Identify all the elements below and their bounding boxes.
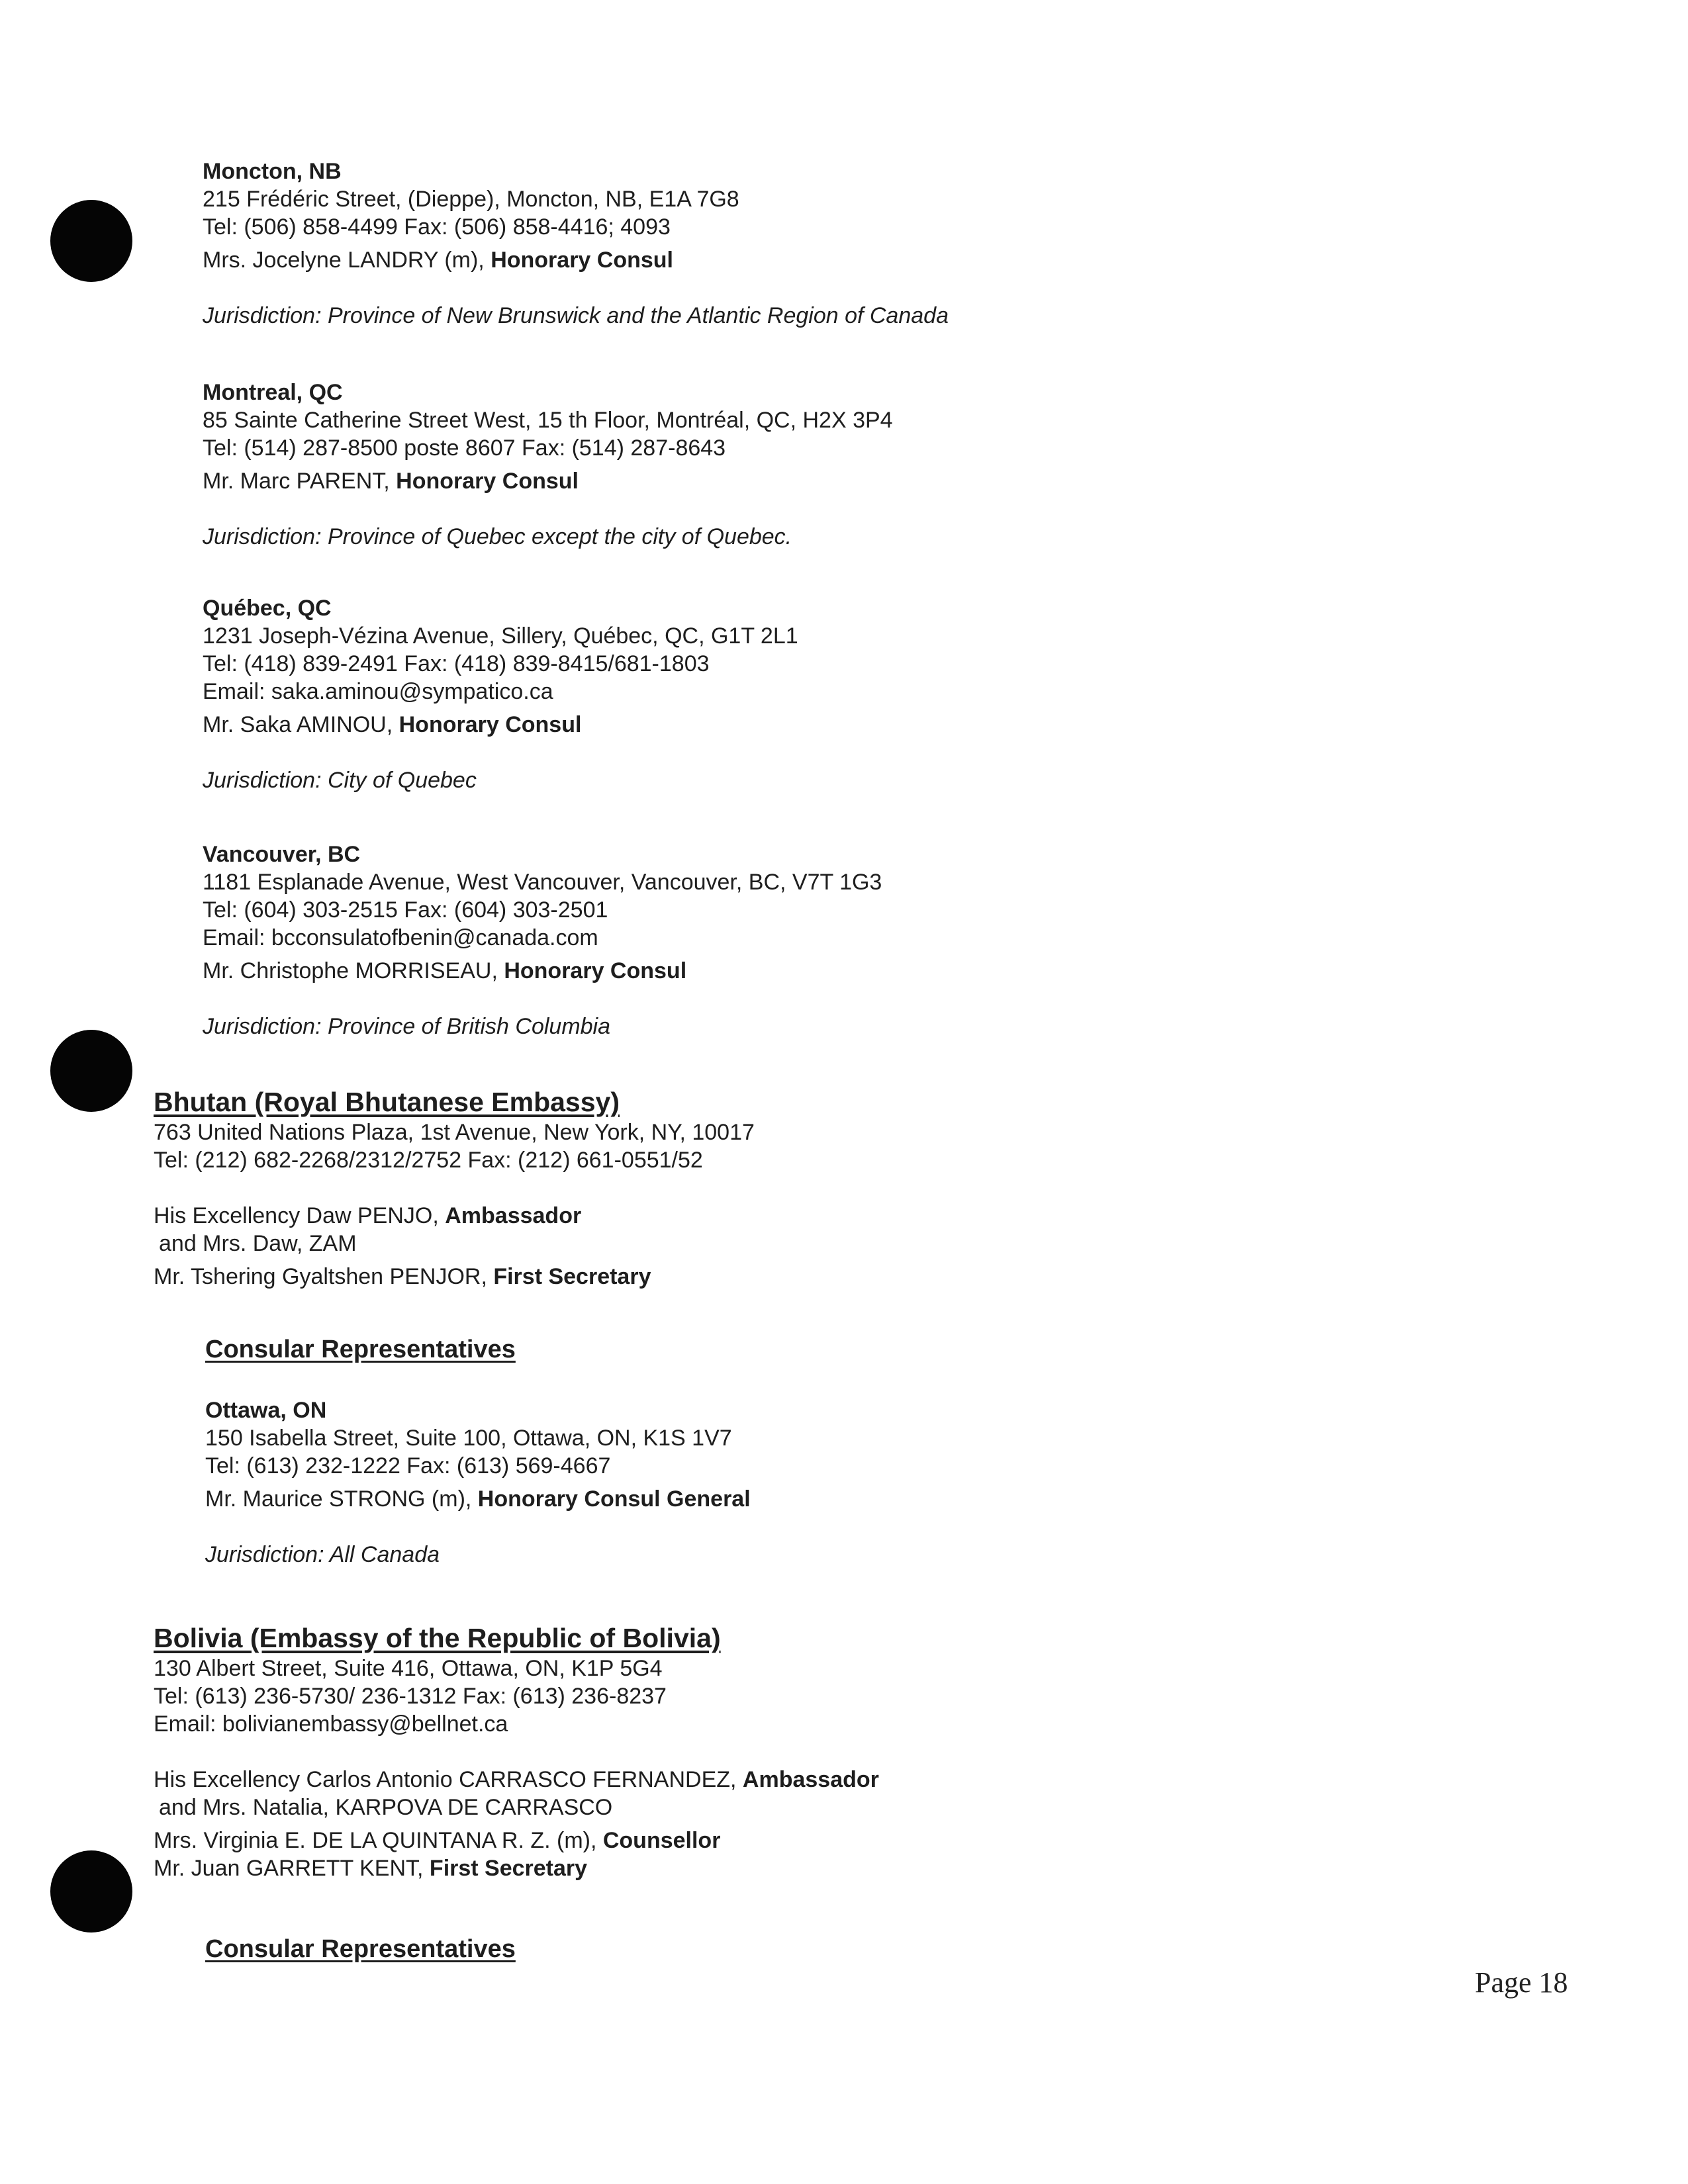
city-heading: Québec, QC bbox=[203, 596, 332, 621]
person-name: His Excellency Daw PENJO, bbox=[154, 1203, 445, 1228]
representative bbox=[205, 1485, 751, 1513]
bhutan-consular bbox=[205, 1334, 516, 1365]
country-heading: Bolivia (Embassy of the Republic of Bolivia) bbox=[154, 1623, 721, 1653]
representative bbox=[203, 467, 893, 495]
person-role: Ambassador bbox=[742, 1767, 879, 1792]
email: Email: bolivianembassy@bellnet.ca bbox=[154, 1711, 508, 1737]
phone-fax: Tel: (613) 236-5730/ 236-1312 Fax: (613) 236-8237 bbox=[154, 1684, 667, 1709]
person-name: Mr. Christophe MORRISEAU, bbox=[203, 958, 504, 983]
address: 150 Isabella Street, Suite 100, Ottawa, ON, K1S 1V7 bbox=[205, 1426, 732, 1451]
person-name: Mr. Maurice STRONG (m), bbox=[205, 1486, 478, 1512]
address: 215 Frédéric Street, (Dieppe), Moncton, NB, E1A 7G8 bbox=[203, 187, 739, 212]
page-number: Page 18 bbox=[1475, 1966, 1568, 1999]
address: 130 Albert Street, Suite 416, Ottawa, ON, K1P 5G4 bbox=[154, 1656, 663, 1681]
counsellor bbox=[154, 1827, 879, 1854]
consular-heading: Consular Representatives bbox=[205, 1935, 516, 1963]
bolivia-consular bbox=[205, 1934, 516, 1964]
person-name: Mr. Marc PARENT, bbox=[203, 469, 397, 494]
person-role: Honorary Consul bbox=[399, 712, 582, 737]
punch-hole-middle bbox=[50, 1030, 132, 1112]
city-heading: Montreal, QC bbox=[203, 380, 343, 405]
phone-fax: Tel: (418) 839-2491 Fax: (418) 839-8415/681-1803 bbox=[203, 651, 710, 676]
person-name: Mr. Tshering Gyaltshen PENJOR, bbox=[154, 1264, 494, 1289]
person-role: First Secretary bbox=[493, 1264, 651, 1289]
person-name: His Excellency Carlos Antonio CARRASCO FERNANDEZ, bbox=[154, 1767, 743, 1792]
representative bbox=[203, 711, 798, 739]
consulate-moncton bbox=[203, 158, 949, 330]
person-role: Honorary Consul bbox=[396, 469, 579, 494]
city-heading: Ottawa, ON bbox=[205, 1398, 327, 1423]
jurisdiction: Jurisdiction: Province of New Brunswick and the Atlantic Region of Canada bbox=[203, 303, 949, 328]
address: 763 United Nations Plaza, 1st Avenue, New York, NY, 10017 bbox=[154, 1120, 755, 1145]
person-role: Honorary Consul General bbox=[477, 1486, 751, 1512]
email: Email: bcconsulatofbenin@canada.com bbox=[203, 925, 598, 950]
person-name: Mr. Juan GARRETT KENT, bbox=[154, 1856, 430, 1881]
ambassador bbox=[154, 1202, 755, 1230]
consulate-quebec bbox=[203, 594, 798, 794]
person-name: Mr. Saka AMINOU, bbox=[203, 712, 399, 737]
person-role: Honorary Consul bbox=[491, 248, 673, 273]
person-name: Mrs. Virginia E. DE LA QUINTANA R. Z. (m), bbox=[154, 1828, 603, 1853]
address: 1231 Joseph-Vézina Avenue, Sillery, Québec, QC, G1T 2L1 bbox=[203, 623, 798, 649]
embassy-bhutan bbox=[154, 1085, 755, 1291]
consulate-ottawa bbox=[205, 1396, 751, 1569]
phone-fax: Tel: (604) 303-2515 Fax: (604) 303-2501 bbox=[203, 897, 608, 923]
person-role: Honorary Consul bbox=[504, 958, 687, 983]
consular-heading: Consular Representatives bbox=[205, 1336, 516, 1363]
first-secretary bbox=[154, 1263, 755, 1291]
address: 85 Sainte Catherine Street West, 15 th Floor, Montréal, QC, H2X 3P4 bbox=[203, 408, 893, 433]
jurisdiction: Jurisdiction: All Canada bbox=[205, 1542, 440, 1567]
address: 1181 Esplanade Avenue, West Vancouver, Vancouver, BC, V7T 1G3 bbox=[203, 870, 882, 895]
consulate-montreal bbox=[203, 379, 893, 551]
representative bbox=[203, 957, 882, 985]
jurisdiction: Jurisdiction: Province of British Columbia bbox=[203, 1014, 611, 1039]
spouse: and Mrs. Daw, ZAM bbox=[159, 1231, 357, 1256]
representative bbox=[203, 246, 949, 274]
embassy-bolivia bbox=[154, 1621, 879, 1882]
city-heading: Moncton, NB bbox=[203, 159, 342, 184]
jurisdiction: Jurisdiction: Province of Quebec except the city of Quebec. bbox=[203, 524, 792, 549]
phone-fax: Tel: (506) 858-4499 Fax: (506) 858-4416; 4093 bbox=[203, 214, 671, 240]
phone-fax: Tel: (212) 682-2268/2312/2752 Fax: (212) 661-0551/52 bbox=[154, 1148, 703, 1173]
jurisdiction: Jurisdiction: City of Quebec bbox=[203, 768, 477, 793]
first-secretary bbox=[154, 1854, 879, 1882]
punch-hole-top bbox=[50, 200, 132, 282]
ambassador bbox=[154, 1766, 879, 1794]
person-role: First Secretary bbox=[429, 1856, 588, 1881]
phone-fax: Tel: (613) 232-1222 Fax: (613) 569-4667 bbox=[205, 1453, 611, 1479]
person-role: Ambassador bbox=[445, 1203, 582, 1228]
consulate-vancouver bbox=[203, 841, 882, 1040]
person-name: Mrs. Jocelyne LANDRY (m), bbox=[203, 248, 491, 273]
phone-fax: Tel: (514) 287-8500 poste 8607 Fax: (514) 287-8643 bbox=[203, 435, 726, 461]
spouse: and Mrs. Natalia, KARPOVA DE CARRASCO bbox=[159, 1795, 613, 1820]
punch-hole-bottom bbox=[50, 1850, 132, 1933]
city-heading: Vancouver, BC bbox=[203, 842, 361, 867]
email: Email: saka.aminou@sympatico.ca bbox=[203, 679, 553, 704]
person-role: Counsellor bbox=[602, 1828, 721, 1853]
country-heading: Bhutan (Royal Bhutanese Embassy) bbox=[154, 1087, 620, 1117]
